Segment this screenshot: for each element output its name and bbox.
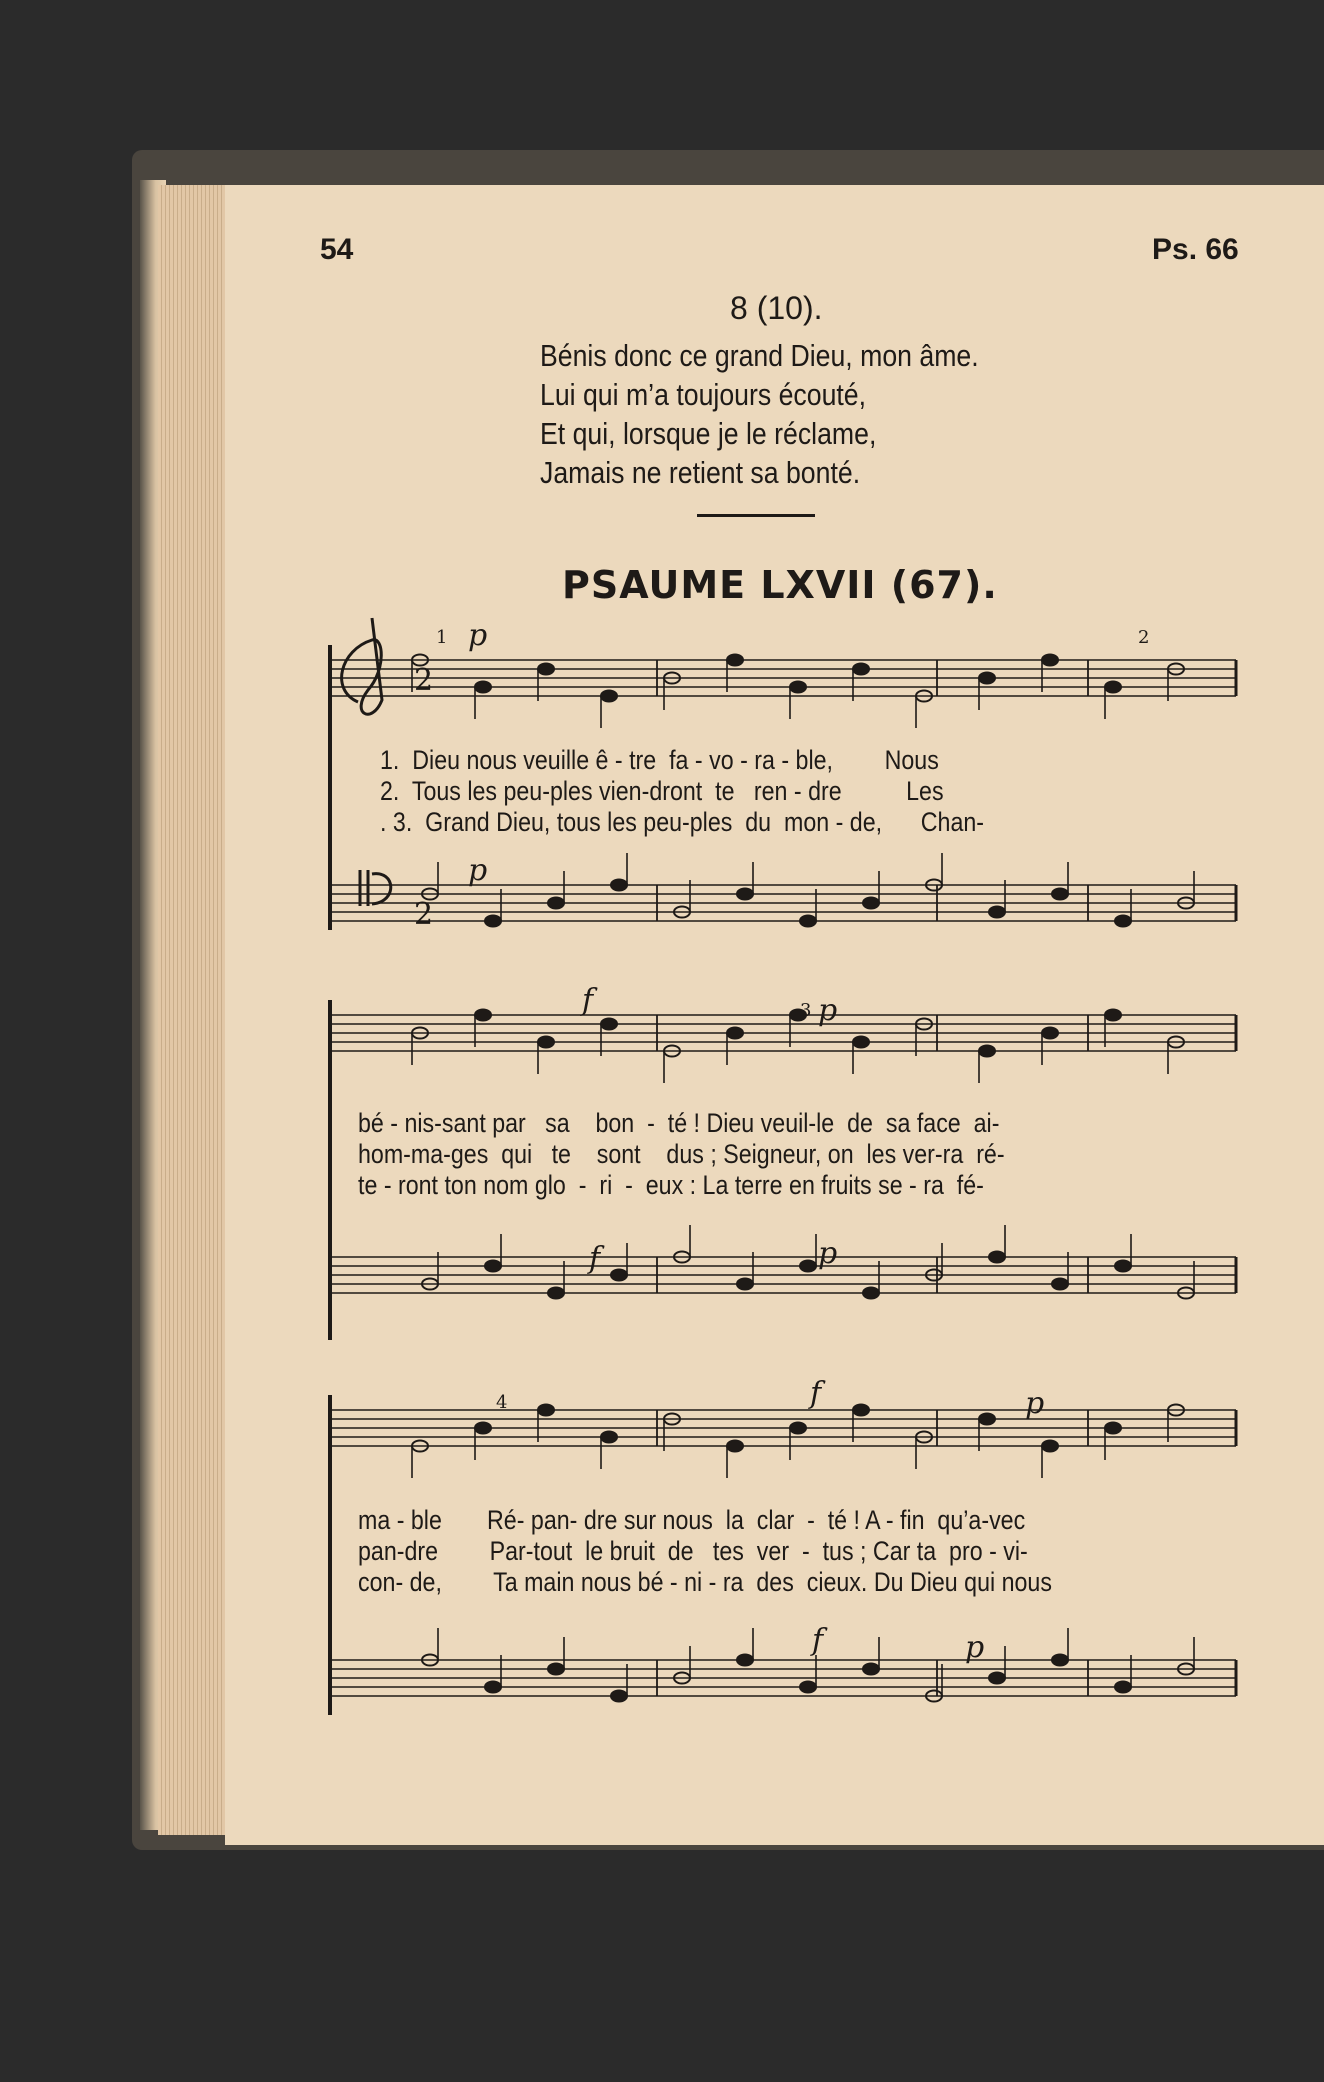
- dynamic-piano: p: [468, 618, 488, 653]
- note-head: [727, 655, 743, 666]
- time-signature: 2: [414, 897, 434, 932]
- note-head: [538, 664, 554, 675]
- note-head: [737, 1279, 753, 1290]
- lyric-line: 2. Tous les peu-ples vien-dront te ren - dre Les: [380, 776, 944, 806]
- note-head: [601, 691, 617, 702]
- dynamic-piano: p: [1025, 1386, 1045, 1421]
- measure-number: 2: [1138, 627, 1150, 648]
- lyric-line: . 3. Grand Dieu, tous les peu-ples du mon - de, Chan-: [380, 807, 985, 837]
- note-head: [1105, 682, 1121, 693]
- note-head: [1042, 655, 1058, 666]
- note-head: [1042, 1441, 1058, 1452]
- note-head: [989, 1673, 1005, 1684]
- note-head: [475, 682, 491, 693]
- note-head: [611, 880, 627, 891]
- note-head: [737, 889, 753, 900]
- dynamic-forte: f: [582, 983, 594, 1018]
- note-head: [800, 916, 816, 927]
- note-head: [1115, 1682, 1131, 1693]
- dynamic-piano: p: [965, 1630, 985, 1665]
- measure-number: 3: [800, 1000, 812, 1021]
- dynamic-forte: f: [812, 1623, 824, 1658]
- note-head: [800, 1261, 816, 1272]
- note-head: [601, 1432, 617, 1443]
- note-head: [989, 907, 1005, 918]
- time-signature: 2: [414, 663, 434, 698]
- note-head: [989, 1252, 1005, 1263]
- note-head: [548, 1288, 564, 1299]
- note-head: [853, 1405, 869, 1416]
- page-number: 54: [320, 233, 354, 266]
- verse-line: Lui qui m’a toujours écouté,: [540, 377, 867, 412]
- note-head: [485, 1261, 501, 1272]
- note-head: [1052, 889, 1068, 900]
- note-head: [1052, 1279, 1068, 1290]
- note-head: [790, 1423, 806, 1434]
- note-head: [1105, 1423, 1121, 1434]
- note-head: [548, 898, 564, 909]
- treble-clef-icon: [342, 618, 382, 714]
- dynamic-piano: p: [818, 1236, 838, 1271]
- lyric-line: te - ront ton nom glo - ri - eux : La terre en fruits se - ra fé-: [358, 1170, 984, 1200]
- note-head: [611, 1691, 627, 1702]
- lyric-line: con- de, Ta main nous bé - ni - ra des cieux. Du Dieu qui nous: [358, 1567, 1052, 1597]
- note-head: [727, 1441, 743, 1452]
- measure-number: 1: [436, 627, 448, 648]
- alto-clef-icon: [360, 870, 391, 906]
- note-head: [475, 1423, 491, 1434]
- note-head: [863, 1664, 879, 1675]
- lyric-line: pan-dre Par-tout le bruit de tes ver - tus ; Car ta pro - vi-: [358, 1536, 1028, 1566]
- note-head: [1052, 1655, 1068, 1666]
- dynamic-piano: p: [468, 853, 488, 888]
- lyric-line: 1. Dieu nous veuille ê - tre fa - vo - ra - ble, Nous: [380, 745, 939, 775]
- dynamic-forte: f: [589, 1241, 601, 1276]
- measure-number: 4: [496, 1392, 508, 1413]
- psalm-reference: Ps. 66: [1152, 233, 1239, 266]
- psalm-title: PSAUME LXVII (67).: [562, 563, 998, 607]
- note-head: [1042, 1028, 1058, 1039]
- note-head: [538, 1037, 554, 1048]
- note-head: [548, 1664, 564, 1675]
- note-head: [601, 1019, 617, 1030]
- note-head: [863, 1288, 879, 1299]
- note-head: [853, 664, 869, 675]
- verse-line: Et qui, lorsque je le réclame,: [540, 416, 877, 451]
- note-head: [1105, 1010, 1121, 1021]
- note-head: [611, 1270, 627, 1281]
- lyric-line: hom-ma-ges qui te sont dus ; Seigneur, on les ver-ra ré-: [358, 1139, 1005, 1169]
- verse-line: Bénis donc ce grand Dieu, mon âme.: [540, 338, 979, 373]
- verse-number: 8 (10).: [730, 290, 823, 326]
- lyric-line: ma - ble Ré- pan- dre sur nous la clar - té ! A - fin qu’a-vec: [358, 1505, 1026, 1535]
- note-head: [727, 1028, 743, 1039]
- note-head: [979, 1046, 995, 1057]
- note-head: [538, 1405, 554, 1416]
- note-head: [737, 1655, 753, 1666]
- note-head: [475, 1010, 491, 1021]
- note-head: [1115, 916, 1131, 927]
- note-head: [863, 898, 879, 909]
- note-head: [485, 916, 501, 927]
- note-head: [485, 1682, 501, 1693]
- note-head: [1115, 1261, 1131, 1272]
- note-head: [979, 673, 995, 684]
- note-head: [853, 1037, 869, 1048]
- note-head: [979, 1414, 995, 1425]
- note-head: [790, 682, 806, 693]
- note-head: [800, 1682, 816, 1693]
- verse-line: Jamais ne retient sa bonté.: [540, 455, 861, 490]
- dynamic-piano: p: [818, 993, 838, 1028]
- lyric-line: bé - nis-sant par sa bon - té ! Dieu veuil-le de sa face ai-: [358, 1108, 1000, 1138]
- dynamic-forte: f: [810, 1376, 822, 1411]
